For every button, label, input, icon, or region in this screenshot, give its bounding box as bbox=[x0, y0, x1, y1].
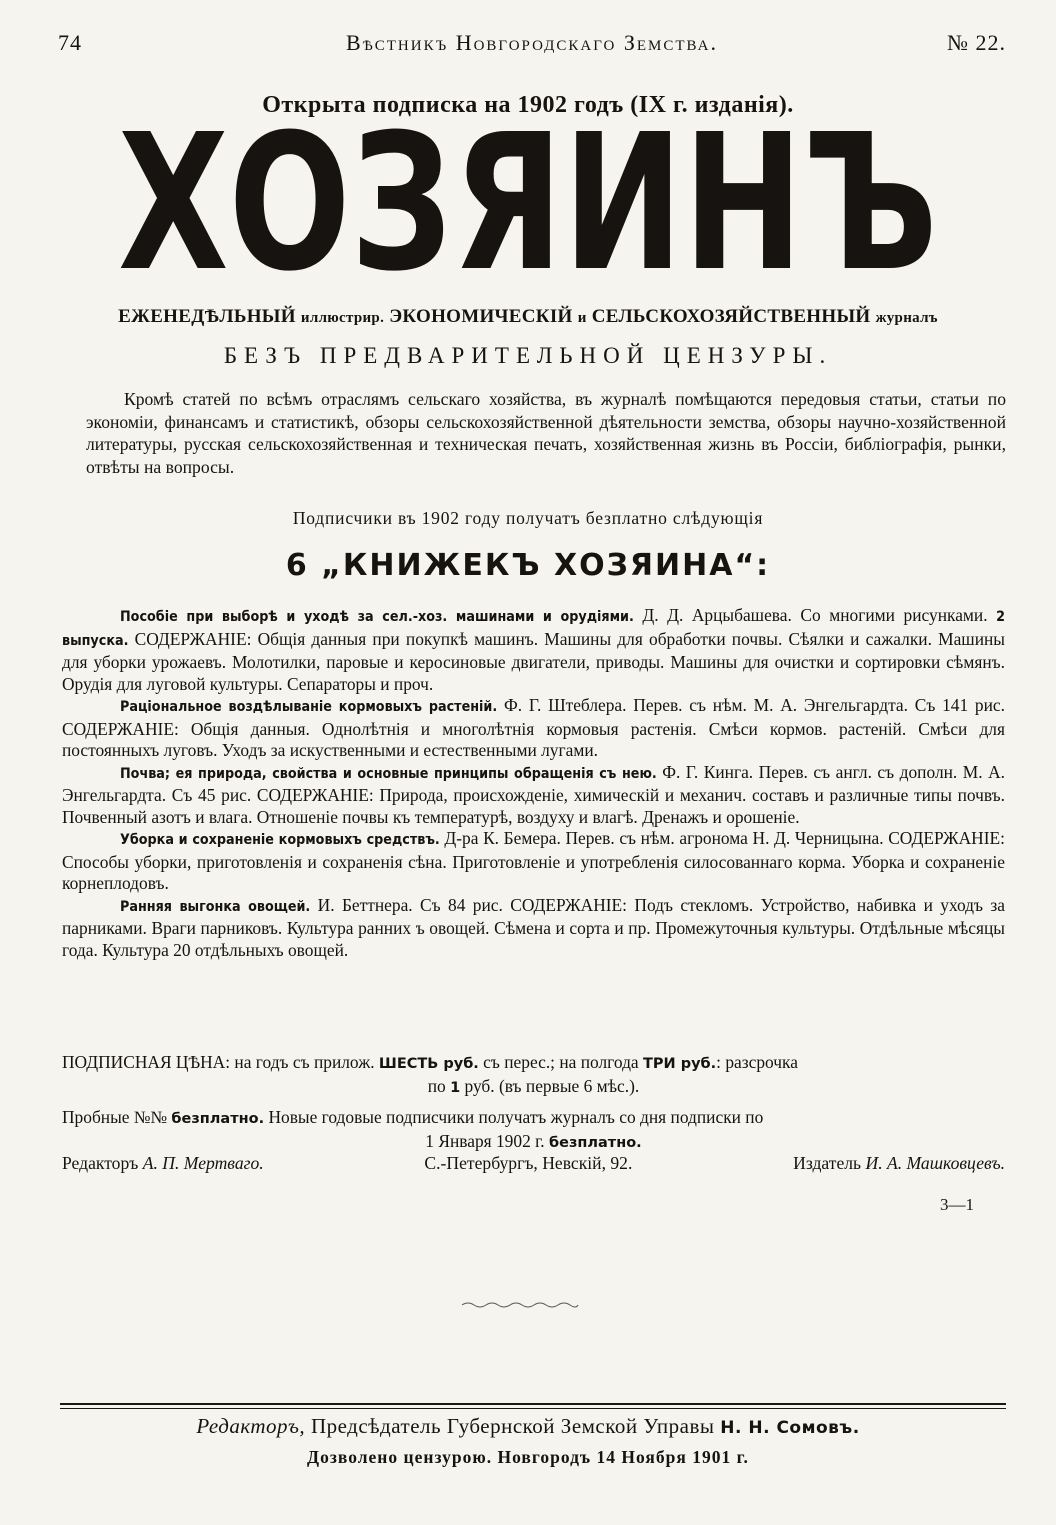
issue-number: № 22. bbox=[947, 30, 1006, 55]
footer-rule-thin bbox=[60, 1408, 1006, 1409]
books-list bbox=[62, 605, 1005, 961]
running-header bbox=[58, 30, 1006, 60]
installment-amount: 1 bbox=[450, 1079, 461, 1096]
book-item bbox=[62, 828, 1005, 895]
trial-date-line bbox=[62, 1131, 1005, 1155]
subscription-open-heading: Открыта подписка на 1902 годъ (IX г. изданія). bbox=[262, 92, 794, 118]
ad-editor bbox=[62, 1153, 264, 1174]
subtitle-weekly: ЕЖЕНЕДѢЛЬНЫЙ bbox=[118, 306, 296, 327]
trial-text: Пробные №№ bbox=[62, 1107, 172, 1127]
footer-editor-line bbox=[0, 1414, 1056, 1439]
ad-issue-mark: 3—1 bbox=[940, 1195, 974, 1214]
book-description: Ф. Г. Штеблера. Перев. съ нѣм. М. А. Энгельгардта. Съ 141 рис. СОДЕРЖАНІЕ: Общія данныя. Однолѣтнія и многолѣтнія кормовыя растенія. Смѣси кормов. растеній. Смѣси для постоянныхъ луговъ. Уходъ за искуственными и естественными лугами. bbox=[62, 695, 1005, 760]
installment-line bbox=[62, 1076, 1005, 1100]
subtitle-economic: ЭКОНОМИЧЕСКІЙ bbox=[389, 306, 573, 327]
book-contents: СОДЕРЖАНІЕ: Общія данныя при покупкѣ машинъ. Машины для обработки почвы. Сѣялки и сажалки. Машины для уборки урожаевъ. Молотилки, паровые и керосиновые двигатели, приводы. Машины для очистки и сортировки сѣмянъ. Орудія для луговой культуры. Сепараторы и проч. bbox=[62, 628, 1005, 694]
ad-editor-label: Редакторъ bbox=[62, 1153, 143, 1173]
ad-publisher bbox=[793, 1153, 1005, 1174]
signatures-row bbox=[62, 1153, 1005, 1174]
trial-text: Новые годовые подписчики получатъ журналъ со дня подписки по bbox=[264, 1107, 764, 1127]
book-title: Уборка и сохраненіе кормовыхъ средствъ. bbox=[120, 832, 440, 848]
price-text: по bbox=[427, 1075, 451, 1096]
book-item bbox=[62, 695, 1005, 762]
book-description: И. Беттнера. Съ 84 рис. СОДЕРЖАНІЕ: Подъ стекломъ. Устройство, набивка и уходъ за парниками. Враги парниковъ. Культура ранних ъ овощей. Сѣмена и сорта и пр. Промежуточныя культуры. Отдѣльные мѣсяцы года. Культура 20 отдѣльныхъ овощей. bbox=[62, 894, 1005, 960]
price-half-year: ТРИ руб. bbox=[643, 1056, 717, 1072]
journal-subtitle bbox=[0, 306, 1056, 328]
book-item bbox=[62, 762, 1005, 829]
trial-date: 1 Января 1902 г. bbox=[425, 1130, 549, 1151]
books-heading: 6 „КНИЖЕКЪ ХОЗЯИНА“: bbox=[285, 548, 771, 583]
book-description: Д-ра К. Бемера. Перев. съ нѣм. агронома Н. Д. Черницына. СОДЕРЖАНІЕ: Способы уборки, приготовленія и сохраненія сѣна. Приготовленіе и употребленія силосованнаго корма. Уборка и сохраненіе корнеплодовъ. bbox=[62, 828, 1005, 893]
subtitle-and: и bbox=[577, 310, 587, 326]
price-text: руб. (въ первые 6 мѣс.). bbox=[460, 1075, 640, 1096]
ad-address: С.-Петербургъ, Невскій, 92. bbox=[424, 1153, 633, 1173]
subtitle-agricultural: СЕЛЬСКОХОЗЯЙСТВЕННЫЙ bbox=[591, 306, 871, 327]
price-text: : разсрочка bbox=[716, 1052, 798, 1072]
subscribers-receive-line: Подписчики въ 1902 году получатъ безплатно слѣдующія bbox=[292, 508, 764, 528]
book-item bbox=[62, 895, 1005, 962]
price-label: ПОДПИСНАЯ ЦѢНА: bbox=[62, 1052, 231, 1072]
censorship-approval: Дозволено цензурою. Новгородъ 14 Ноября 1901 г. bbox=[307, 1447, 749, 1467]
ad-publisher-name: И. А. Машковцевъ. bbox=[865, 1153, 1005, 1173]
book-item bbox=[62, 605, 1005, 695]
trial-free: безплатно. bbox=[548, 1134, 642, 1151]
subtitle-journal: журналъ bbox=[875, 310, 938, 326]
book-description: Д. Д. Арцыбашева. Со многими рисунками. bbox=[633, 605, 997, 625]
masthead-logo bbox=[112, 118, 944, 288]
subtitle-illustrated: иллюстрир. bbox=[300, 310, 385, 326]
footer-editor-role: Редакторъ, bbox=[196, 1414, 306, 1438]
no-censorship-line: БЕЗЪ ПРЕДВАРИТЕЛЬНОЙ ЦЕНЗУРЫ. bbox=[223, 343, 833, 368]
book-description: Ф. Г. Кинга. Перев. съ англ. съ дополн. М. А. Энгельгардта. Съ 45 рис. СОДЕРЖАНІЕ: Природа, происхожденіе, химическій и механич. составъ и различные типы почвъ. Почвенный азотъ и влага. Отношеніе почвы къ температурѣ, воздуху и влагѣ. Дренажъ и орошеніе. bbox=[62, 761, 1005, 827]
footer-rule bbox=[60, 1403, 1006, 1405]
trial-free: безплатно. bbox=[171, 1111, 265, 1127]
price-text: съ перес.; на полгода bbox=[478, 1052, 643, 1072]
book-title: Почва; ея природа, свойства и основные принципы обращенія съ нею. bbox=[120, 765, 657, 782]
book-title: Пособіе при выборѣ и уходѣ за сел.-хоз. машинами и орудіями. bbox=[120, 609, 634, 625]
price-line bbox=[62, 1052, 1005, 1076]
price-year: ШЕСТЬ руб. bbox=[378, 1056, 479, 1072]
ad-publisher-label: Издатель bbox=[793, 1153, 866, 1173]
decorative-flourish bbox=[460, 1300, 580, 1310]
ad-editor-name: А. П. Мертваго. bbox=[142, 1153, 264, 1173]
book-title: Раціональное воздѣлываніе кормовыхъ растеній. bbox=[120, 699, 498, 715]
masthead-text: ХОЗЯИНЪ bbox=[118, 118, 938, 288]
book-issues: 2 выпуска. bbox=[62, 609, 1006, 649]
footer-editor-name: Н. Н. Сомовъ. bbox=[720, 1418, 860, 1438]
trial-line bbox=[62, 1107, 1005, 1131]
footer-editor-title: Предсѣдатель Губернской Земской Управы bbox=[305, 1414, 721, 1438]
page-number: 74 bbox=[58, 30, 82, 55]
price-block bbox=[62, 1052, 1005, 1154]
price-text: на годъ съ прилож. bbox=[230, 1052, 379, 1072]
journal-title: Вѣстникъ Новгородскаго Земства. bbox=[346, 30, 718, 55]
intro-paragraph: Кромѣ статей по всѣмъ отраслямъ сельскаго хозяйства, въ журналѣ помѣщаются передовыя статьи, статьи по экономіи, финансамъ и статистикѣ, обзоры сельскохозяйственной дѣятельности земства, обзоры научно-хозяйственной литературы, русская сельскохозяйственная и техническая печать, хозяйственная жизнь въ Россіи, библіографія, рынки, отвѣты на вопросы. bbox=[86, 389, 1006, 477]
book-title: Ранняя выгонка овощей. bbox=[120, 898, 311, 915]
